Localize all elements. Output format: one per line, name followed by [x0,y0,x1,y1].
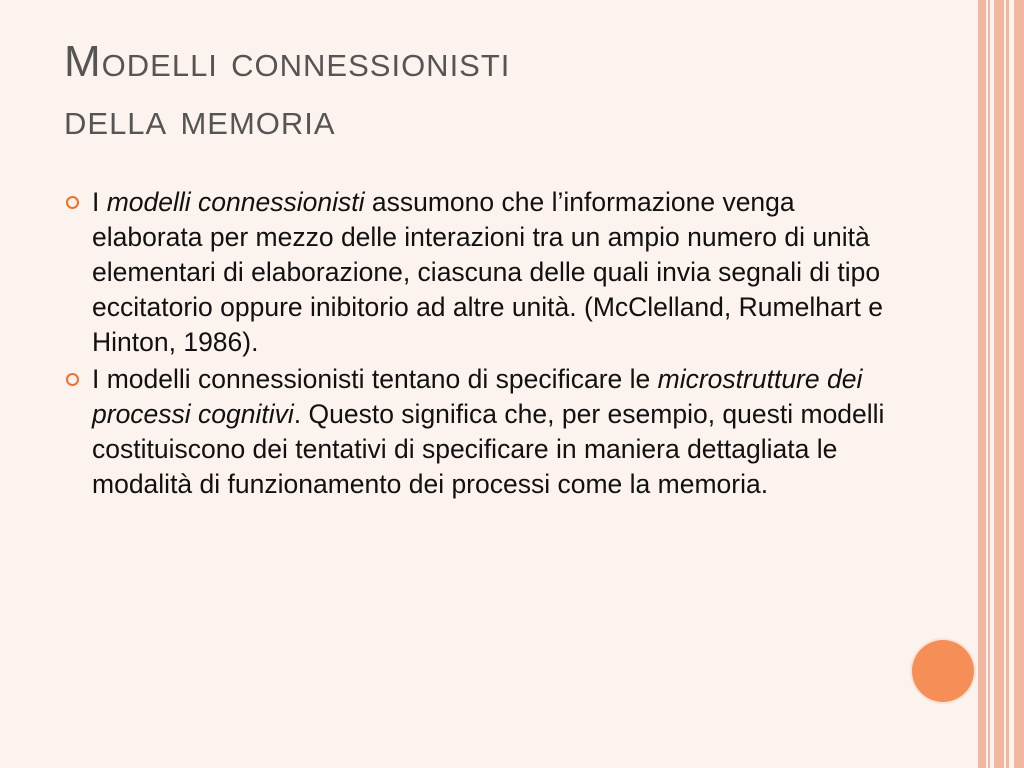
bullet-1-prefix: I [92,187,107,217]
bullet-circle-icon [66,373,79,386]
title-line-1: Modelli connessionisti [64,37,511,86]
bullet-1-text: assumono che l’informazione venga elaborata per mezzo delle interazioni tra un ampio numero di unità elementari di elaborazione, ciascuna delle quali invia segnali di tipo eccitatorio oppure inibitorio ad altre unità. (McClelland, Rumelhart e Hinton, 1986). [92,187,883,357]
border-stripe [988,0,990,768]
title-line-2: della memoria [64,95,336,144]
bullet-2-italic: microstrutture dei processi cognitivi [92,364,863,429]
right-border-decoration [978,0,1024,768]
border-stripe [1006,0,1009,768]
bullet-circle-icon [66,196,79,209]
border-stripe [994,0,1004,768]
bullet-2-text: . Questo significa che, per esempio, questi modelli costituiscono dei tentativi di specificare in maniera dettagliata le modalità di funzionamento dei processi come la memoria. [92,399,885,499]
bullet-1-italic: modelli connessionisti [106,187,365,217]
border-stripe [978,0,986,768]
border-stripe [1014,0,1024,768]
bullet-list [62,185,892,504]
bullet-item-1 [62,185,892,360]
bullet-2-prefix: I modelli connessionisti tentano di specificare le [92,364,658,394]
decorative-circle [912,640,974,702]
slide-title [64,37,884,144]
bullet-item-2 [62,362,892,502]
